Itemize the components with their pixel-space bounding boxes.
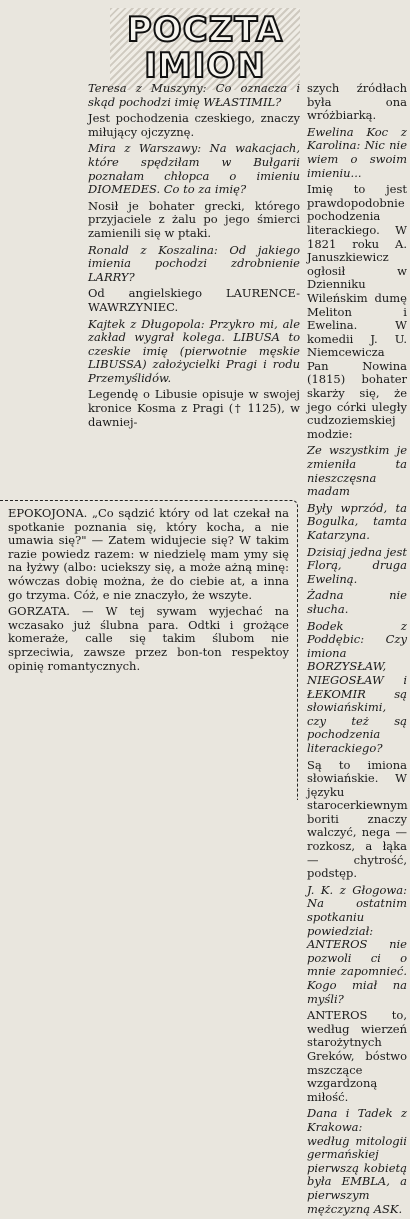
letter-question: Ronald z Koszalina: Od jakiego imienia pochodzi zdrobnienie LARRY? [88, 242, 300, 284]
letter-answer: Imię to jest prawdopodobnie pochodzenia literackiego. W 1821 roku A. Januszkiewicz ogłosił w Dzienniku Wileńskim dumę Meliton i Ewelina. W komedii J. U. Niemcewicza Pan Nowina (1815) bohater skarży się, że jego córki uległy cudzoziemskiej modzie: [307, 182, 407, 441]
letter-answer: Od angielskiego LAURENCE-WAWRZYNIEC. [88, 286, 300, 314]
letter-answer: Legendę o Libusie opisuje w swojej kronice Kosma z Pragi († 1125), w dawniej- [88, 387, 300, 429]
masthead-title-top: POCZTA [126, 10, 284, 50]
masthead-title-bottom: IMION [144, 46, 266, 86]
quote-line: Dzisiaj jedna jest Florą, druga Eweliną. [307, 544, 407, 586]
paragraph: szych źródłach była ona wróżbiarką. [307, 81, 407, 123]
letter-question: Mira z Warszawy: Na wakacjach, które spędziłam w Bułgarii poznałam chłopca o imieniu DIOMEDES. Co to za imię? [88, 141, 300, 197]
letter-question: Ewelina Koc z Karolina: Nic nie wiem o swoim imieniu... [307, 124, 407, 180]
letter-answer: Są to imiona słowiańskie. W języku starocerkiewnym boriti znaczy walczyć, nega — rozkosz, a łąka — chytrość, podstęp. [307, 757, 408, 881]
letter-answer: Jest pochodzenia czeskiego, znaczy miłujący ojczyznę. [88, 111, 300, 139]
letter-question: Kajtek z Długopola: Przykro mi, ale zakład wygrał kolega. LIBUSA to czeskie imię (pierwotnie męskie LIBUSSA) założycielki Pragi i rodu Przemyślidów. [88, 316, 300, 385]
quote-line: Żadna nie słucha. [307, 588, 407, 616]
letter-answer: Nosił je bohater grecki, którego przyjaciele z żalu po jego śmierci zamienili się w ptaki. [88, 198, 300, 240]
quote-line: Były wprzód, ta Bogulka, tamta Katarzyna. [307, 500, 407, 542]
column-masthead [110, 8, 300, 90]
quote-line: Ze wszystkim je zmieniła ta nieszczęsna madam [307, 443, 407, 499]
box-paragraph: GORZATA. — W tej sywam wyjechać na wczasako już ślubna para. Odtki i grożące komeraże, calle się takim ślubom nie sprzeciwia, zawsze przez bon-ton respektoy opinię romantycznych. [8, 604, 289, 673]
left-text-column [88, 82, 300, 432]
letter-question: Bodek z Poddębic: Czy imiona BORZYSŁAW, NIEGOSŁAW i ŁEKOMIR są słowiańskimi, czy też są pochodzenia literackiego? [307, 618, 407, 755]
adjacent-article-box [0, 500, 298, 800]
letter-question: Teresa z Muszyny: Co oznacza i skąd pochodzi imię WŁASTIMIL? [88, 81, 300, 109]
letter-question: Dana i Tadek z Krakowa: według mitologii germańskiej pierwszą kobietą była EMBLA, a pierwszym mężczyzną ASK. [307, 1106, 407, 1216]
letter-question: J. K. z Głogowa: Na ostatnim spotkaniu powiedział: ANTEROS nie pozwoli ci o mnie zapomnieć. Kogo miał na myśli? [307, 882, 407, 1006]
right-text-column [307, 82, 407, 1219]
box-paragraph: EPOKOJONA. „Co sądzić który od lat czekał na spotkanie poznania się, który kocha, a nie umawia się?" — Zatem widujecie się? W takim razie powiedz razem: w niedzielę mam ymy się na łyżwy (albo: uciekszy się, a może ażną minę: wówczas dobię można, że do ciebie at, a inna go trzyma. Cóż, e nie znaczyło, że wszyte. [8, 506, 289, 602]
letter-answer: ANTEROS to, według wierzeń starożytnych Greków, bóstwo mszczące wzgardzoną miłość. [307, 1008, 407, 1104]
